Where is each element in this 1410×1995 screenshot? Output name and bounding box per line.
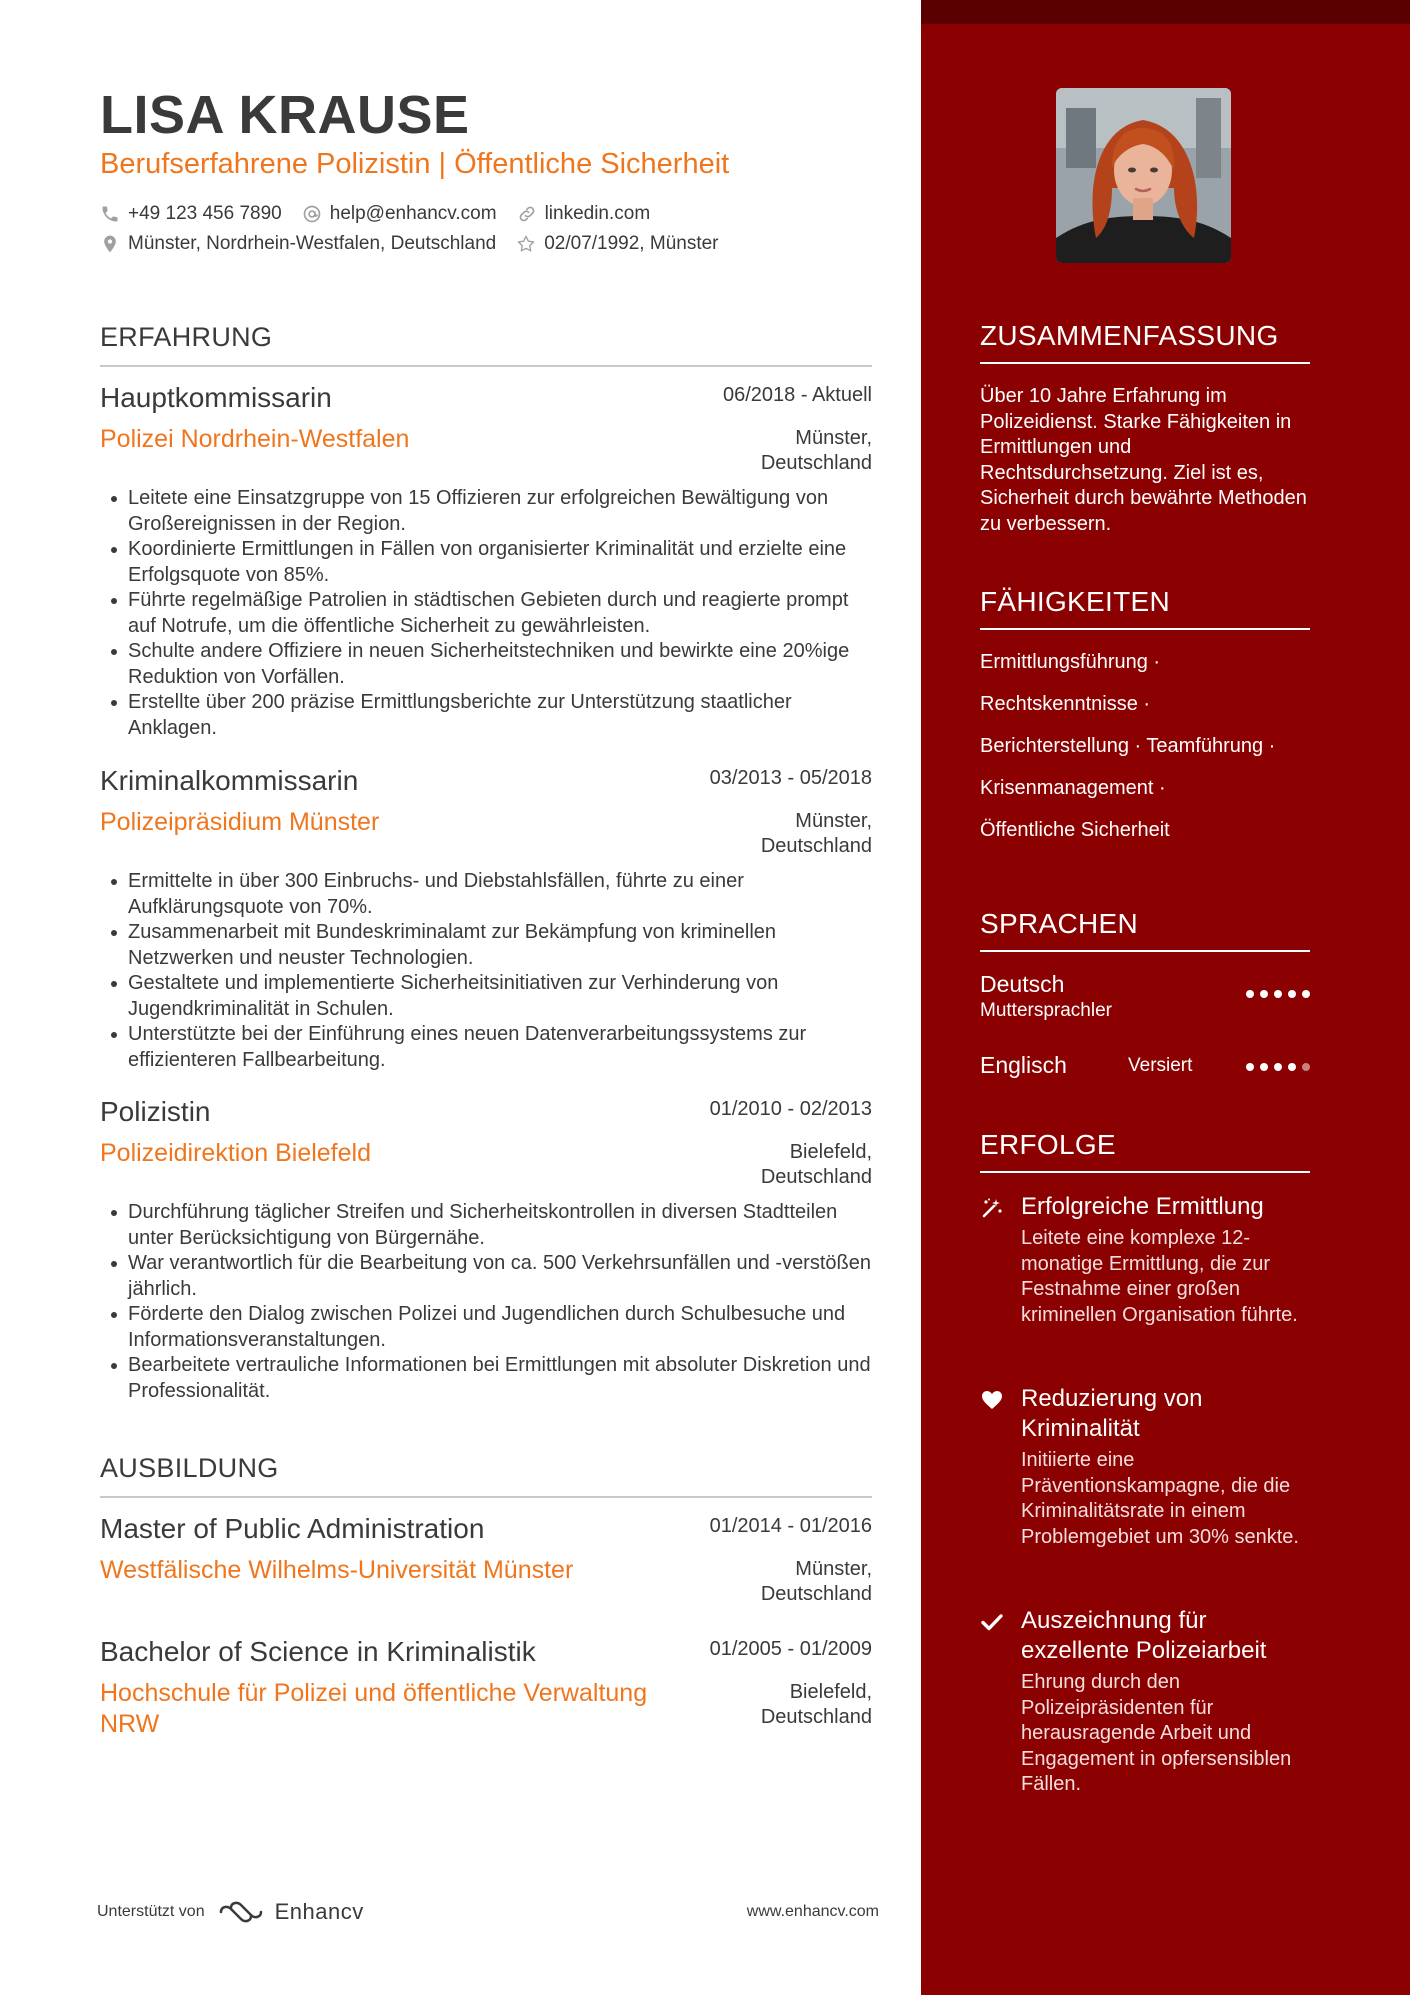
language-name: Englisch xyxy=(980,1052,1067,1078)
heart-icon xyxy=(980,1388,1004,1412)
school-name: Hochschule für Polizei und öffentliche Verwaltung NRW xyxy=(100,1679,648,1738)
achievements-heading: ERFOLGE xyxy=(980,1129,1310,1173)
skill-line: Krisenmanagement · xyxy=(980,777,1166,799)
job-entry xyxy=(100,1096,872,1404)
headline: Berufserfahrene Polizistin | Öffentliche Sicherheit xyxy=(100,148,730,180)
magic-wand-icon xyxy=(980,1196,1004,1220)
contact-phone[interactable] xyxy=(100,203,282,225)
job-date: 06/2018 - Aktuell xyxy=(723,384,872,406)
rating-dot-empty xyxy=(1302,1063,1310,1071)
achievement-entry xyxy=(980,1192,1320,1328)
job-city: Bielefeld, xyxy=(789,1141,872,1163)
achievement-description: Ehrung durch den Polizeipräsidenten für herausragende Arbeit und Engagement in opfersensiblen Fällen. xyxy=(1021,1671,1292,1795)
languages-heading: SPRACHEN xyxy=(980,908,1310,952)
at-icon xyxy=(302,204,322,224)
brand-logo[interactable] xyxy=(217,1899,364,1925)
enhancv-logo-icon xyxy=(217,1900,265,1924)
powered-by xyxy=(97,1899,364,1925)
job-bullet: Bearbeitete vertrauliche Informationen bei Ermittlungen mit absoluter Diskretion und Professionalität. xyxy=(100,1353,872,1404)
star-icon xyxy=(516,234,536,254)
job-country: Deutschland xyxy=(760,452,872,474)
footer-website[interactable]: www.enhancv.com xyxy=(746,1903,879,1920)
school-location xyxy=(761,1557,872,1607)
job-title: Polizistin xyxy=(100,1096,211,1127)
job-bullet: Leitete eine Einsatzgruppe von 15 Offizieren zur erfolgreichen Bewältigung von Großereignissen in der Region. xyxy=(100,486,872,537)
education-date: 01/2005 - 01/2009 xyxy=(709,1638,872,1660)
candidate-name: LISA KRAUSE xyxy=(100,85,470,145)
job-country: Deutschland xyxy=(760,835,872,857)
powered-by-text: Unterstützt von xyxy=(97,1903,205,1920)
language-entry xyxy=(980,1052,1310,1079)
profile-photo-illustration xyxy=(1056,88,1231,263)
rating-dot-filled xyxy=(1260,1063,1268,1071)
summary-text: Über 10 Jahre Erfahrung im Polizeidienst. Starke Fähigkeiten in Ermittlungen und Rechtsdurchsetzung. Ziel ist es, Sicherheit durch bewährte Methoden zu verbessern. xyxy=(980,385,1307,535)
achievement-entry xyxy=(980,1384,1320,1550)
email-text: help@enhancv.com xyxy=(329,203,497,224)
job-date: 03/2013 - 05/2018 xyxy=(709,767,872,789)
degree-title: Bachelor of Science in Kriminalistik xyxy=(100,1636,536,1667)
achievement-title: Reduzierung von Kriminalität xyxy=(1021,1385,1203,1442)
job-organization: Polizei Nordrhein-Westfalen xyxy=(100,425,410,453)
contact-row-1 xyxy=(100,203,670,225)
skills-heading: FÄHIGKEITEN xyxy=(980,586,1310,630)
job-bullet: Schulte andere Offiziere in neuen Sicherheitstechniken und bewirkte eine 20%ige Reduktion von Vorfällen. xyxy=(100,639,872,690)
skill-line: Rechtskenntnisse · xyxy=(980,693,1151,715)
location-text: Münster, Nordrhein-Westfalen, Deutschland xyxy=(128,233,497,254)
rating-dot-filled xyxy=(1274,990,1282,998)
summary-heading: ZUSAMMENFASSUNG xyxy=(980,320,1310,364)
education-entry xyxy=(100,1636,872,1740)
checkmark-icon xyxy=(980,1610,1004,1634)
link-icon xyxy=(517,204,537,224)
contact-linkedin[interactable] xyxy=(517,203,651,225)
education-date: 01/2014 - 01/2016 xyxy=(709,1515,872,1537)
job-bullet: Koordinierte Ermittlungen in Fällen von organisierter Kriminalität und erzielte eine Erfolgsquote von 85%. xyxy=(100,537,872,588)
job-bullet: Zusammenarbeit mit Bundeskriminalamt zur Bekämpfung von kriminellen Netzwerken und neuster Technologien. xyxy=(100,920,872,971)
brand-name: Enhancv xyxy=(274,1899,364,1924)
sidebar xyxy=(921,0,1410,1995)
job-title: Hauptkommissarin xyxy=(100,382,332,413)
school-city: Münster, xyxy=(795,1558,872,1580)
job-bullets xyxy=(100,869,872,1073)
job-bullet: Gestaltete und implementierte Sicherheitsinitiativen zur Verhinderung von Jugendkriminalität in Schulen. xyxy=(100,971,872,1022)
skill-line: Öffentliche Sicherheit xyxy=(980,819,1170,841)
job-city: Münster, xyxy=(795,427,872,449)
job-bullets xyxy=(100,486,872,741)
contact-email[interactable] xyxy=(302,203,497,225)
contact-location xyxy=(100,233,496,255)
job-bullet: War verantwortlich für die Bearbeitung von ca. 500 Verkehrsunfällen und -verstößen jährlich. xyxy=(100,1251,872,1302)
job-bullet: Unterstützte bei der Einführung eines neuen Datenverarbeitungssystems zur effizienteren Fallbearbeitung. xyxy=(100,1022,872,1073)
education-heading: AUSBILDUNG xyxy=(100,1453,872,1498)
skill-line: Berichterstellung · Teamführung · xyxy=(980,735,1276,757)
job-bullets xyxy=(100,1200,872,1404)
experience-heading: ERFAHRUNG xyxy=(100,322,872,367)
job-city: Münster, xyxy=(795,810,872,832)
job-bullet: Durchführung täglicher Streifen und Sicherheitskontrollen in diversen Stadtteilen unter Berücksichtigung von Bürgernähe. xyxy=(100,1200,872,1251)
school-location xyxy=(761,1680,872,1730)
skills-list xyxy=(980,646,1320,856)
achievement-entry xyxy=(980,1606,1320,1798)
rating-dot-filled xyxy=(1260,990,1268,998)
language-rating xyxy=(1240,1063,1310,1071)
school-country: Deutschland xyxy=(760,1583,872,1605)
school-name: Westfälische Wilhelms-Universität Münster xyxy=(100,1556,574,1584)
phone-icon xyxy=(100,204,120,224)
rating-dot-filled xyxy=(1246,990,1254,998)
degree-title: Master of Public Administration xyxy=(100,1513,485,1544)
profile-photo xyxy=(1056,88,1231,263)
linkedin-text: linkedin.com xyxy=(544,203,651,224)
achievement-title: Erfolgreiche Ermittlung xyxy=(1021,1193,1264,1220)
language-name: Deutsch xyxy=(980,971,1065,997)
location-pin-icon xyxy=(100,234,120,254)
sidebar-top-band xyxy=(921,0,1410,24)
job-organization: Polizeipräsidium Münster xyxy=(100,808,380,836)
contact-row-2 xyxy=(100,233,739,255)
job-organization: Polizeidirektion Bielefeld xyxy=(100,1139,371,1167)
language-level: Versiert xyxy=(1128,1055,1193,1076)
rating-dot-filled xyxy=(1288,990,1296,998)
job-bullet: Ermittelte in über 300 Einbruchs- und Diebstahlsfällen, führte zu einer Aufklärungsquote von 70%. xyxy=(100,869,872,920)
achievement-title: Auszeichnung für exzellente Polizeiarbeit xyxy=(1021,1607,1267,1664)
language-entry xyxy=(980,971,1310,1022)
job-bullet: Förderte den Dialog zwischen Polizei und Jugendlichen durch Schulbesuche und Informationsveranstaltungen. xyxy=(100,1302,872,1353)
job-location xyxy=(761,809,872,859)
job-bullet: Führte regelmäßige Patrolien in städtischen Gebieten durch und reagierte prompt auf Notrufe, um die öffentliche Sicherheit zu gewährleisten. xyxy=(100,588,872,639)
school-country: Deutschland xyxy=(760,1706,872,1728)
job-location xyxy=(761,426,872,476)
school-city: Bielefeld, xyxy=(789,1681,872,1703)
job-entry xyxy=(100,382,872,741)
phone-text: +49 123 456 7890 xyxy=(128,203,282,224)
job-bullet: Erstellte über 200 präzise Ermittlungsberichte zur Unterstützung staatlicher Anklagen. xyxy=(100,690,872,741)
language-rating xyxy=(1240,990,1310,998)
language-level: Muttersprachler xyxy=(980,1000,1112,1021)
skill-line: Ermittlungsführung · xyxy=(980,651,1161,673)
achievement-description: Leitete eine komplexe 12-monatige Ermittlung, die zur Festnahme einer großen kriminellen Organisation führte. xyxy=(1021,1227,1298,1326)
job-entry xyxy=(100,765,872,1073)
birth-text: 02/07/1992, Münster xyxy=(544,233,719,254)
achievement-description: Initiierte eine Präventionskampagne, die die Kriminalitätsrate in einem Problemgebiet um 30% senkte. xyxy=(1021,1449,1299,1548)
job-location xyxy=(761,1140,872,1190)
education-entry xyxy=(100,1513,872,1605)
rating-dot-filled xyxy=(1246,1063,1254,1071)
contact-birth xyxy=(516,233,718,255)
rating-dot-filled xyxy=(1302,990,1310,998)
rating-dot-filled xyxy=(1274,1063,1282,1071)
job-country: Deutschland xyxy=(760,1166,872,1188)
footer xyxy=(97,1897,879,1927)
rating-dot-filled xyxy=(1288,1063,1296,1071)
job-title: Kriminalkommissarin xyxy=(100,765,359,796)
job-date: 01/2010 - 02/2013 xyxy=(709,1098,872,1120)
